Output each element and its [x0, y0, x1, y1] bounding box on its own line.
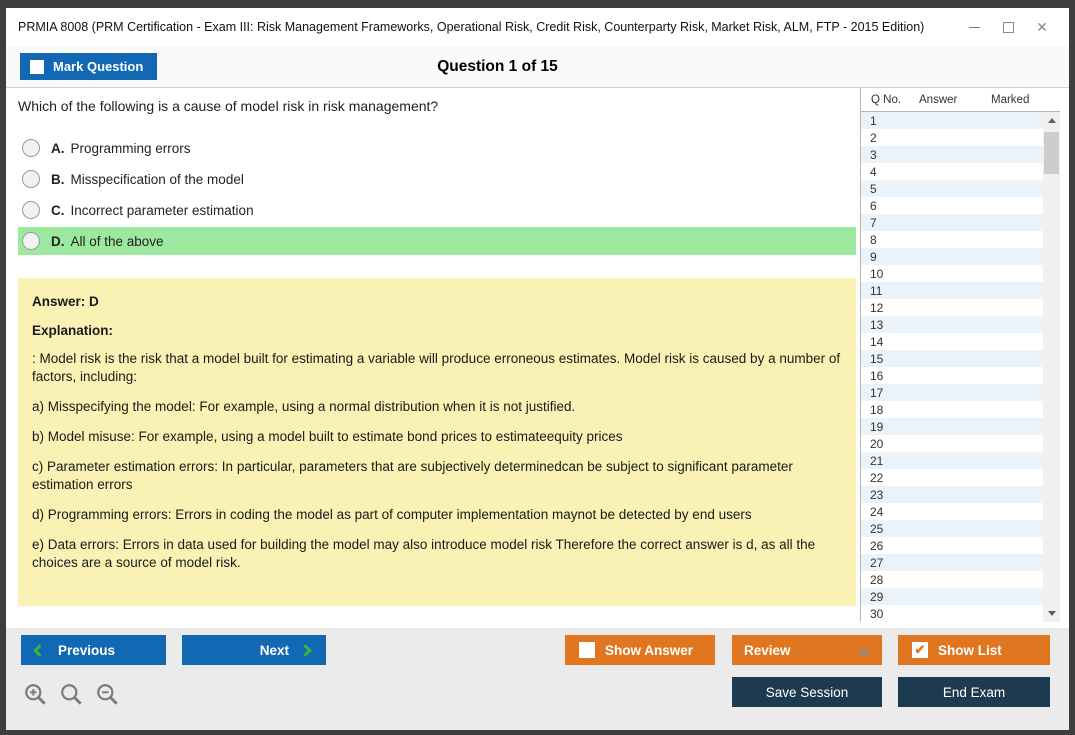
question-list-row[interactable]: [861, 537, 1043, 554]
question-number: 21: [870, 453, 884, 468]
question-number: 25: [870, 521, 884, 536]
column-marked: Marked: [991, 93, 1030, 106]
question-list-row[interactable]: [861, 554, 1043, 571]
question-list-row[interactable]: [861, 248, 1043, 265]
question-list-row[interactable]: [861, 180, 1043, 197]
question-list-row[interactable]: [861, 452, 1043, 469]
question-list-row[interactable]: [861, 265, 1043, 282]
question-number: 11: [870, 283, 883, 298]
question-list-row[interactable]: [861, 350, 1043, 367]
question-number: 24: [870, 504, 884, 519]
question-list-row[interactable]: [861, 435, 1043, 452]
explanation-label: Explanation:: [32, 323, 114, 338]
scroll-down-icon: [1048, 611, 1056, 616]
answer-label: Answer: D: [32, 294, 99, 309]
question-number: 28: [870, 572, 884, 587]
question-list-row[interactable]: [861, 384, 1043, 401]
question-list-row[interactable]: [861, 299, 1043, 316]
answer-option[interactable]: [18, 165, 856, 193]
column-answer: Answer: [919, 93, 958, 106]
question-list-scrollbar[interactable]: [1043, 112, 1060, 622]
mark-question-label: Mark Question: [53, 59, 144, 74]
question-number: 8: [870, 232, 877, 247]
maximize-icon: [1003, 22, 1014, 33]
option-letter: C.: [51, 202, 65, 218]
column-q-no: Q No.: [871, 93, 902, 106]
question-list-row[interactable]: [861, 605, 1043, 622]
next-button[interactable]: [182, 635, 326, 665]
review-label: Review: [744, 642, 791, 658]
question-list-row[interactable]: [861, 503, 1043, 520]
question-number: 15: [870, 351, 884, 366]
question-list-row[interactable]: [861, 112, 1043, 129]
save-session-label: Save Session: [765, 684, 849, 700]
show-answer-button[interactable]: [565, 635, 715, 665]
window-title: PRMIA 8008 (PRM Certification - Exam III: Risk Management Frameworks, Operational Risk, Credit Risk, Counterparty Risk, Market Risk, ALM, FTP - 2015 Edition): [18, 20, 925, 34]
question-number: 27: [870, 555, 884, 570]
answer-explanation-box: [18, 278, 856, 606]
option-text: Misspecification of the model: [70, 171, 244, 187]
maximize-button[interactable]: [991, 14, 1025, 40]
question-number: 20: [870, 436, 884, 451]
explanation-paragraph: e) Data errors: Errors in data used for building the model may also introduce model risk Therefore the correct answer is d, as all the choices are a source of model risk.: [32, 537, 816, 570]
question-number: 5: [870, 181, 877, 196]
question-list-row[interactable]: [861, 588, 1043, 605]
question-number: 1: [870, 113, 877, 128]
question-number: 10: [870, 266, 884, 281]
question-list-row[interactable]: [861, 282, 1043, 299]
question-number: 26: [870, 538, 884, 553]
zoom-reset-icon[interactable]: [59, 682, 85, 708]
answer-option[interactable]: [18, 196, 856, 224]
chevron-left-icon: [33, 644, 46, 657]
question-number: 22: [870, 470, 884, 485]
question-counter: Question 1 of 15: [437, 58, 558, 75]
close-icon: ✕: [1036, 18, 1048, 35]
answer-option[interactable]: [18, 227, 856, 255]
radio-button-icon[interactable]: [22, 201, 40, 219]
previous-button[interactable]: [21, 635, 166, 665]
question-list-row[interactable]: [861, 129, 1043, 146]
question-list-row[interactable]: [861, 214, 1043, 231]
review-dropdown-button[interactable]: [732, 635, 882, 665]
question-header-band: [6, 46, 1069, 88]
question-number: 13: [870, 317, 884, 332]
close-button[interactable]: [1025, 14, 1059, 40]
question-number: 23: [870, 487, 884, 502]
question-list-row[interactable]: [861, 146, 1043, 163]
show-list-checkbox-icon: [912, 642, 928, 658]
question-number: 19: [870, 419, 884, 434]
question-list-rows: [861, 112, 1043, 622]
question-number: 4: [870, 164, 877, 179]
show-list-label: Show List: [938, 642, 1002, 658]
show-list-button[interactable]: [898, 635, 1050, 665]
question-list-row[interactable]: [861, 469, 1043, 486]
end-exam-label: End Exam: [942, 684, 1006, 700]
option-text: Programming errors: [70, 140, 191, 156]
previous-label: Previous: [58, 642, 116, 658]
question-number: 7: [870, 215, 877, 230]
question-list-row[interactable]: [861, 197, 1043, 214]
options-list: [18, 134, 856, 258]
explanation-paragraph: : Model risk is the risk that a model built for estimating a variable will produce erroneous estimates. Model risk is caused by a number of factors, including:: [32, 351, 841, 384]
zoom-controls: [23, 682, 121, 708]
option-text: Incorrect parameter estimation: [70, 202, 254, 218]
question-number: 12: [870, 300, 884, 315]
question-list-row[interactable]: [861, 571, 1043, 588]
radio-button-icon[interactable]: [22, 139, 40, 157]
show-answer-checkbox-icon: [579, 642, 595, 658]
explanation-paragraphs: [32, 350, 842, 572]
option-text: All of the above: [70, 233, 164, 249]
scrollbar-thumb[interactable]: [1044, 132, 1059, 174]
option-letter: A.: [51, 140, 65, 156]
question-list-row[interactable]: [861, 520, 1043, 537]
question-number: 18: [870, 402, 884, 417]
footer-bar: [6, 628, 1069, 730]
answer-option[interactable]: [18, 134, 856, 162]
question-list-row[interactable]: [861, 316, 1043, 333]
question-list-row[interactable]: [861, 486, 1043, 503]
question-number: 3: [870, 147, 877, 162]
radio-button-icon[interactable]: [22, 170, 40, 188]
minimize-icon: [969, 27, 980, 28]
window-controls: [957, 14, 1069, 40]
option-letter: B.: [51, 171, 65, 187]
explanation-paragraph: b) Model misuse: For example, using a model built to estimate bond prices to estimateequity prices: [32, 429, 623, 444]
checkmark-icon: ✔: [914, 642, 926, 657]
question-list-row[interactable]: [861, 401, 1043, 418]
question-list-row[interactable]: [861, 231, 1043, 248]
question-number: 29: [870, 589, 884, 604]
question-list-row[interactable]: [861, 163, 1043, 180]
main-content: [6, 88, 1069, 628]
option-letter: D.: [51, 233, 65, 249]
question-number: 14: [870, 334, 884, 349]
question-list-header: [861, 88, 1060, 112]
scroll-up-button[interactable]: [1043, 112, 1060, 129]
zoom-in-icon[interactable]: [23, 682, 49, 708]
explanation-paragraph: a) Misspecifying the model: For example, using a normal distribution when it is not justified.: [32, 399, 576, 414]
question-text: Which of the following is a cause of model risk in risk management?: [18, 98, 439, 114]
question-number: 16: [870, 368, 884, 383]
question-list-row[interactable]: [861, 333, 1043, 350]
app-window: [6, 8, 1069, 730]
explanation-paragraph: d) Programming errors: Errors in coding the model as part of computer implementation maynot be detected by end users: [32, 507, 752, 522]
title-bar: [6, 8, 1069, 46]
radio-button-icon[interactable]: [22, 232, 40, 250]
question-list-row[interactable]: [861, 367, 1043, 384]
question-number: 30: [870, 606, 884, 621]
next-label: Next: [259, 642, 289, 658]
zoom-out-icon[interactable]: [95, 682, 121, 708]
scroll-up-icon: [1048, 118, 1056, 123]
question-number: 2: [870, 130, 877, 145]
question-number: 6: [870, 198, 877, 213]
question-number: 17: [870, 385, 884, 400]
show-answer-label: Show Answer: [605, 642, 694, 658]
question-number: 9: [870, 249, 877, 264]
caret-up-icon: [858, 647, 870, 654]
explanation-paragraph: c) Parameter estimation errors: In particular, parameters that are subjectively determinedcan be subject to significant parameter estimation errors: [32, 459, 793, 492]
question-list-panel: [860, 88, 1060, 622]
save-session-button[interactable]: [732, 677, 882, 707]
scroll-down-button[interactable]: [1043, 605, 1060, 622]
chevron-right-icon: [299, 644, 312, 657]
minimize-button[interactable]: [957, 14, 991, 40]
question-list-row[interactable]: [861, 418, 1043, 435]
end-exam-button[interactable]: [898, 677, 1050, 707]
